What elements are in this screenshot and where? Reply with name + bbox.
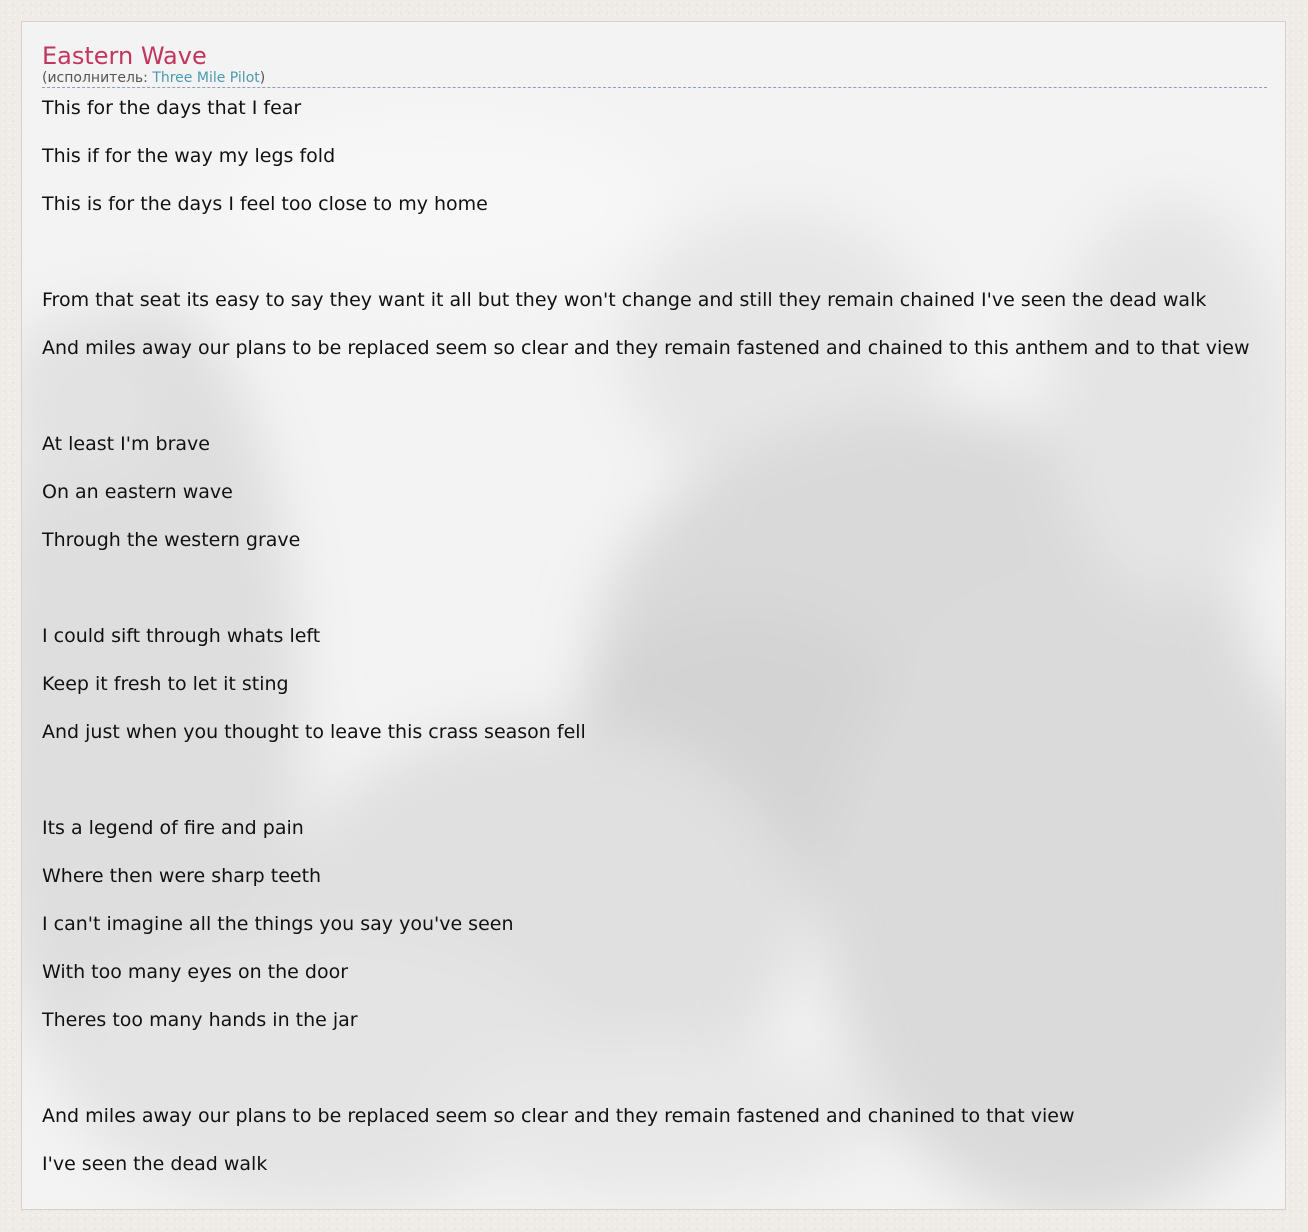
stanza-break: [42, 240, 1285, 288]
lyric-line: This if for the way my legs fold: [42, 145, 336, 167]
lyric-line: I could sift through whats left: [42, 625, 321, 647]
lyric-line: I can't imagine all the things you say you've seen: [42, 913, 514, 935]
stanza-break: [42, 1056, 1285, 1104]
artist-line: [42, 69, 1285, 87]
lyric-line: From that seat its easy to say they want it all but they won't change and still they remain chained I've seen the dead walk: [42, 289, 1207, 311]
lyric-line: Keep it fresh to let it sting: [42, 673, 289, 695]
stanza-break: [42, 384, 1285, 432]
stanza-break: [42, 768, 1285, 816]
artist-prefix: (исполнитель:: [42, 70, 153, 86]
lyrics-card: [21, 21, 1286, 1210]
lyric-line: I've seen the dead walk: [42, 1153, 268, 1175]
lyric-line: This is for the days I feel too close to my home: [42, 193, 488, 215]
lyric-line: On an eastern wave: [42, 481, 233, 503]
artist-link[interactable]: Three Mile Pilot: [152, 70, 260, 86]
artist-suffix: ): [259, 70, 266, 86]
lyric-line: With too many eyes on the door: [42, 961, 349, 983]
lyric-line: Theres too many hands in the jar: [42, 1009, 358, 1031]
lyric-line: At least I'm brave: [42, 433, 210, 455]
lyric-line: Through the western grave: [42, 529, 301, 551]
lyric-line: Its a legend of fire and pain: [42, 817, 304, 839]
stanza-break: [42, 576, 1285, 624]
lyrics-content: [22, 22, 1285, 1176]
title-divider: [42, 87, 1267, 88]
lyrics-text: [42, 96, 1285, 1176]
lyric-line: And miles away our plans to be replaced seem so clear and they remain fastened and chained to this anthem and to that view: [42, 337, 1250, 359]
lyric-line: Where then were sharp teeth: [42, 865, 322, 887]
lyric-line: This for the days that I fear: [42, 97, 302, 119]
lyric-line: And miles away our plans to be replaced seem so clear and they remain fastened and chanined to that view: [42, 1105, 1075, 1127]
lyric-line: And just when you thought to leave this crass season fell: [42, 721, 586, 743]
song-title: Eastern Wave: [42, 42, 207, 70]
